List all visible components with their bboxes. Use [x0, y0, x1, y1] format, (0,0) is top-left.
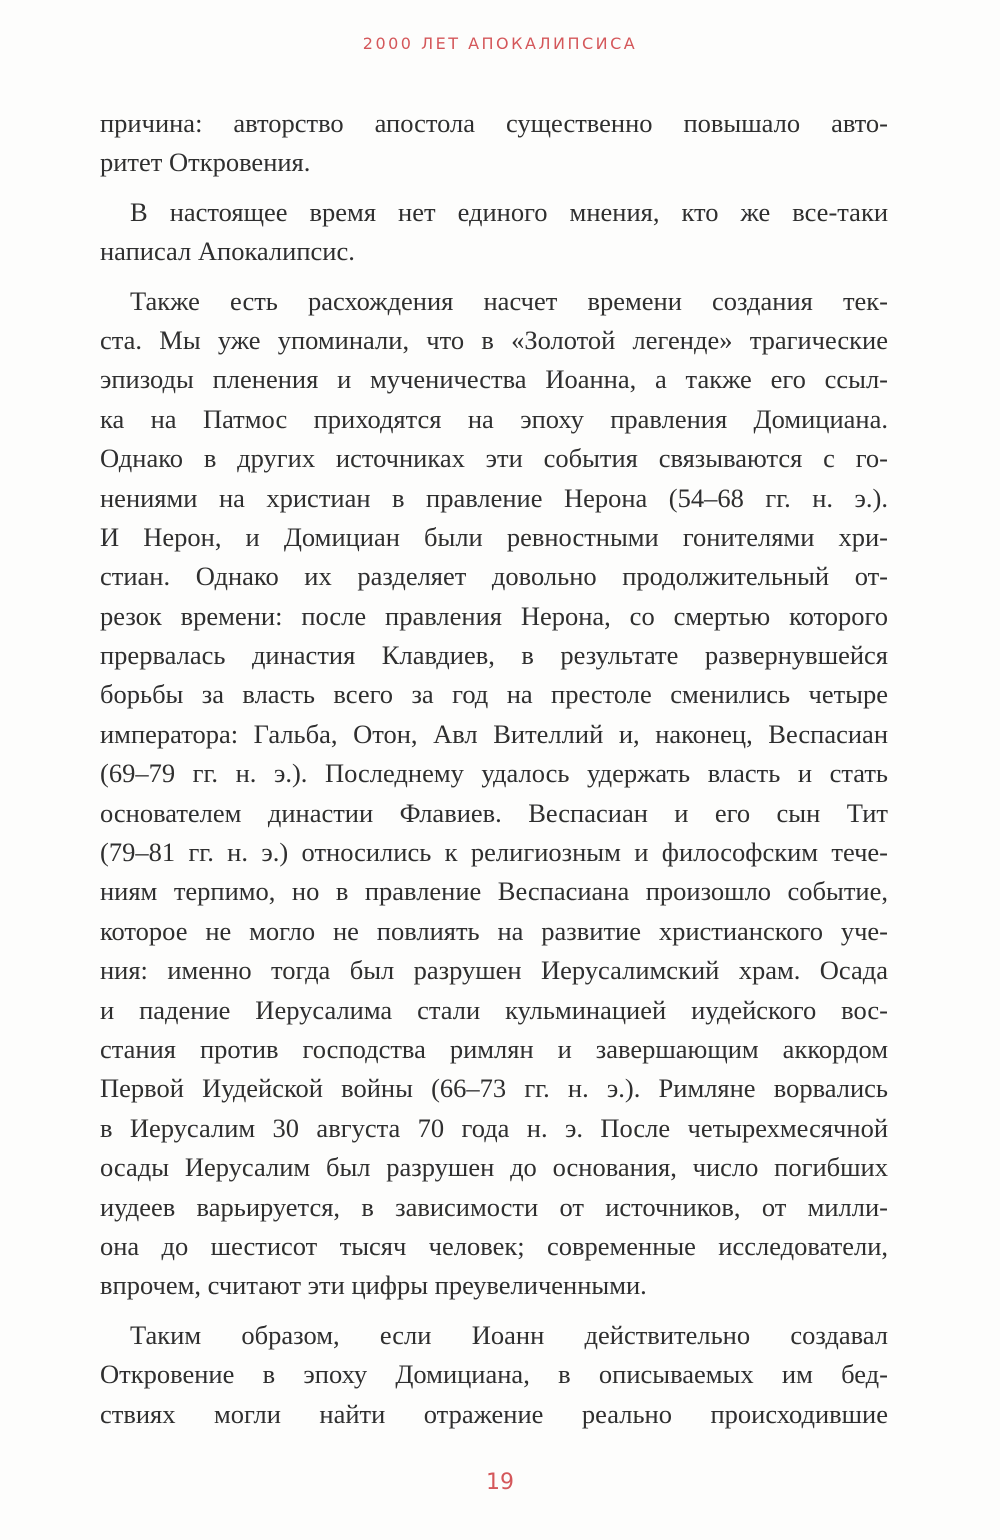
paragraph [100, 1316, 888, 1434]
text-line: написал Апокалипсис. [100, 236, 355, 267]
text-line: ка на Патмос приходятся на эпоху правления Домициана. [100, 403, 888, 434]
text-line: впрочем, считают эти цифры преувеличенными. [100, 1270, 647, 1301]
text-line: эпизоды пленения и мученичества Иоанна, а также его ссыл- [100, 364, 888, 395]
text-line: (69–79 гг. н. э.). Последнему удалось удержать власть и стать [100, 758, 888, 789]
text-line: нениями на христиан в правление Нерона (54–68 гг. н. э.). [100, 482, 888, 513]
paragraph [100, 282, 888, 1306]
text-line: и падение Иерусалима стали кульминацией иудейского вос- [100, 994, 888, 1025]
text-line: прервалась династия Клавдиев, в результате развернувшейся [100, 640, 888, 671]
page-number: 19 [486, 1470, 514, 1495]
text-line: стиан. Однако их разделяет довольно продолжительный от- [100, 561, 888, 592]
text-line: основателем династии Флавиев. Веспасиан и его сын Тит [100, 797, 888, 828]
text-line: Первой Иудейской войны (66–73 гг. н. э.). Римляне ворвались [100, 1073, 888, 1104]
paragraph [100, 193, 888, 272]
text-line: резок времени: после правления Нерона, со смертью которого [100, 600, 888, 631]
text-line: Также есть расхождения насчет времени создания тек- [130, 285, 888, 316]
text-line: ритет Откровения. [100, 147, 311, 178]
text-line: ста. Мы уже упоминали, что в «Золотой легенде» трагические [100, 324, 888, 355]
text-line: борьбы за власть всего за год на престоле сменились четыре [100, 679, 888, 710]
text-line: причина: авторство апостола существенно повышало авто- [100, 108, 888, 138]
text-line: иудеев варьируется, в зависимости от источников, от милли- [100, 1191, 888, 1222]
text-line: осады Иерусалим был разрушен до основания, число погибших [100, 1152, 888, 1183]
text-line: Откровение в эпоху Домициана, в описываемых им бед- [100, 1359, 888, 1390]
text-line: И Нерон, и Домициан были ревностными гонителями хри- [100, 521, 888, 552]
text-line: ствиях могли найти отражение реально происходившие [100, 1398, 888, 1429]
text-line: В настоящее время нет единого мнения, кто же все-таки [130, 196, 888, 227]
text-line: которое не могло не повлиять на развитие христианского уче- [100, 915, 888, 946]
text-line: ниям терпимо, но в правление Веспасиана произошло событие, [100, 876, 888, 907]
text-line: в Иерусалим 30 августа 70 года н. э. После четырехмесячной [100, 1112, 888, 1143]
running-head: 2000 ЛЕТ АПОКАЛИПСИСА [362, 34, 638, 53]
text-line: (79–81 гг. н. э.) относились к религиозным и философским тече- [100, 837, 888, 868]
text-line: Однако в других источниках эти события связываются с го- [100, 443, 888, 474]
paragraph [100, 104, 888, 183]
text-line: стания против господства римлян и завершающим аккордом [100, 1033, 888, 1064]
text-line: Таким образом, если Иоанн действительно создавал [130, 1319, 888, 1350]
text-line: она до шестисот тысяч человек; современные исследователи, [100, 1230, 888, 1261]
text-line: ния: именно тогда был разрушен Иерусалимский храм. Осада [100, 955, 888, 986]
text-line: императора: Гальба, Отон, Авл Вителлий и, наконец, Веспасиан [100, 718, 888, 749]
body-text [100, 104, 888, 1434]
